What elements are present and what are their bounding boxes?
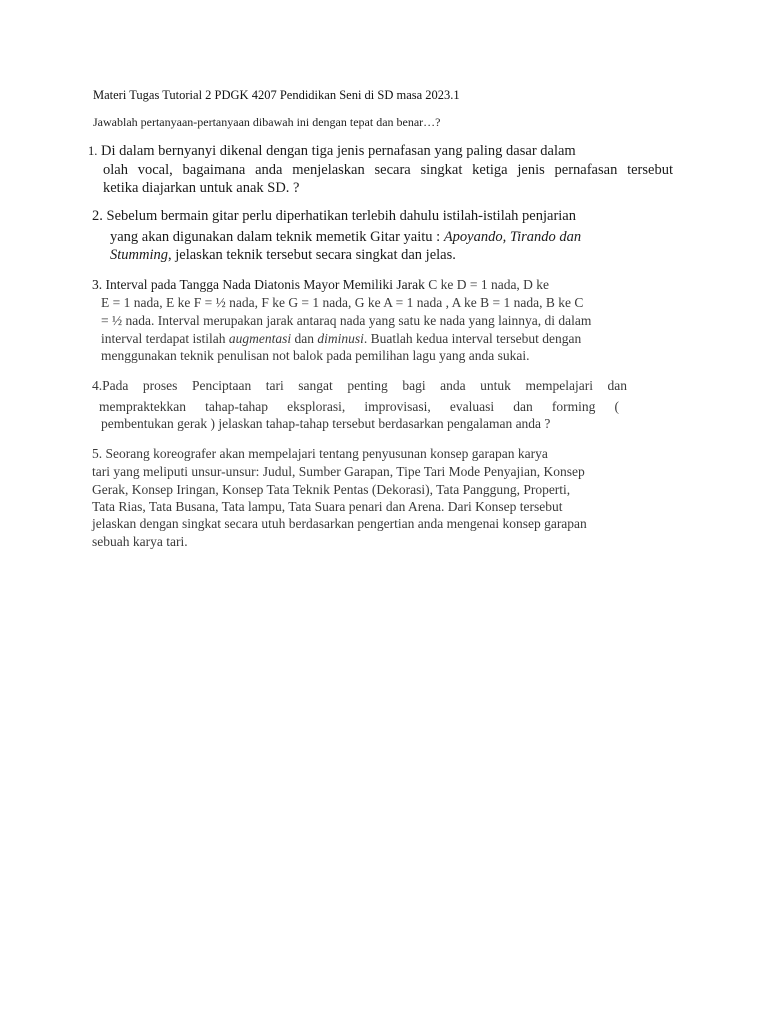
question-4-line-3: pembentukan gerak ) jelaskan tahap-tahap tersebut berdasarkan pengalaman anda ? <box>101 416 551 431</box>
term-augmentasi: augmentasi <box>228 331 292 346</box>
question-5-line-3: Gerak, Konsep Iringan, Konsep Tata Teknik Pentas (Dekorasi), Tata Panggung, Properti, <box>92 482 571 497</box>
term-diminusi: diminusi <box>317 331 364 346</box>
document-page: Materi Tugas Tutorial 2 PDGK 4207 Pendidikan Seni di SD masa 2023.1 Jawablah pertanyaan-pertanyaan dibawah ini dengan tepat dan benar…? 1. Di dalam bernyanyi dikenal dengan tiga jenis pernafasan yang paling dasar dalam olah vocal, bagaimana anda menjelaskan secara singkat ketiga jenis pernafasan tersebut ketika diajarkan untuk anak SD. ? 2. Sebelum bermain gitar perlu diperhatikan terlebih dahulu istilah-istilah penjarian yang akan digunakan dalam teknik memetik Gitar yaitu : Apoyando, Tirando dan Stumming, jelaskan teknik tersebut secara singkat dan jelas. 3. Interval pada Tangga Nada Diatonis Mayor Memiliki Jarak C ke D = 1 nada, D ke E = 1 nada, E ke F = ½ nada, F ke G = 1 nada, G ke A = 1 nada , A ke B = 1 nada, B ke C = ½ nada. Interval merupakan jarak antaraq nada yang satu ke nada yang lainnya, di dalam interval terdapat istilah augmentasi dan diminusi. Buatlah kedua interval tersebut dengan menggunakan teknik penulisan not balok pada pemilihan lagu yang anda sukai. 4.Pada proses Penciptaan tari sangat penting bagi anda untuk mempelajari dan mempraktekkan tahap-tahap eksplorasi, improvisasi, evaluasi dan forming ( pembentukan gerak ) jelaskan tahap-tahap tersebut berdasarkan pengalaman anda ? 5. Seorang koreografer akan mempelajari tentang penyusunan konsep garapan karya tari yang meliputi unsur-unsur: Judul, Sumber Garapan, Tipe Tari Mode Penyajian, Konsep Gerak, Konsep Iringan, Konsep Tata Teknik Pentas (Dekorasi), Tata Panggung, Properti, Tata Rias, Tata Busana, Tata lampu, Tata Suara penari dan Arena. Dari Konsep tersebut jelaskan dengan singkat secara utuh berdasarkan pengertian anda mengenai konsep garapan sebuah karya tari. <box>88 88 673 549</box>
instruction-text: Jawablah pertanyaan-pertanyaan dibawah ini dengan tepat dan benar…? <box>93 115 441 129</box>
question-3-line-2: E = 1 nada, E ke F = ½ nada, F ke G = 1 nada, G ke A = 1 nada , A ke B = 1 nada, B ke C <box>101 295 584 310</box>
question-3-line-3: = ½ nada. Interval merupakan jarak antaraq nada yang satu ke nada yang lainnya, di dalam <box>101 313 592 328</box>
question-5-line-5: jelaskan dengan singkat secara utuh berdasarkan pengertian anda mengenai konsep garapan <box>92 516 587 531</box>
question-5-line-6: sebuah karya tari. <box>92 534 188 549</box>
question-2-line-1: 2. Sebelum bermain gitar perlu diperhatikan terlebih dahulu istilah-istilah penjarian <box>92 208 576 224</box>
question-5-line-2: tari yang meliputi unsur-unsur: Judul, Sumber Garapan, Tipe Tari Mode Penyajian, Konsep <box>92 464 585 479</box>
question-4-line-1: 4.Pada proses Penciptaan tari sangat penting bagi anda untuk mempelajari dan <box>92 378 627 393</box>
question-3-line-4a: interval terdapat istilah <box>101 331 229 346</box>
guitar-technique-term-stumming: Stumming <box>110 247 168 263</box>
question-3-line-1: 3. Interval pada Tangga Nada Diatonis Mayor Memiliki Jarak <box>92 277 429 292</box>
question-3-interval-start: C ke D = 1 nada, D ke <box>428 277 550 292</box>
question-1-number: 1. <box>88 144 98 158</box>
question-5-line-1: 5. Seorang koreografer akan mempelajari tentang penyusunan konsep garapan karya <box>92 446 548 461</box>
question-2-line-3: , jelaskan teknik tersebut secara singkat dan jelas. <box>168 247 456 263</box>
question-3-line-4c: . Buatlah kedua interval tersebut dengan <box>363 331 582 346</box>
guitar-technique-terms: Apoyando, Tirando dan <box>443 229 582 245</box>
question-4-line-2: mempraktekkan tahap-tahap eksplorasi, improvisasi, evaluasi dan forming ( <box>99 399 619 414</box>
question-5-line-4: Tata Rias, Tata Busana, Tata lampu, Tata Suara penari dan Arena. Dari Konsep tersebut <box>92 499 563 514</box>
question-3-line-5: menggunakan teknik penulisan not balok pada pemilihan lagu yang anda sukai. <box>101 348 530 363</box>
question-1-line-2: olah vocal, bagaimana anda menjelaskan secara singkat ketiga jenis pernafasan tersebut <box>103 162 673 178</box>
document-title: Materi Tugas Tutorial 2 PDGK 4207 Pendidikan Seni di SD masa 2023.1 <box>93 88 460 102</box>
question-1-line-3: ketika diajarkan untuk anak SD. ? <box>103 180 300 196</box>
question-1-line-1: Di dalam bernyanyi dikenal dengan tiga jenis pernafasan yang paling dasar dalam <box>101 143 576 159</box>
question-2-line-2: yang akan digunakan dalam teknik memetik Gitar yaitu : <box>110 229 444 245</box>
